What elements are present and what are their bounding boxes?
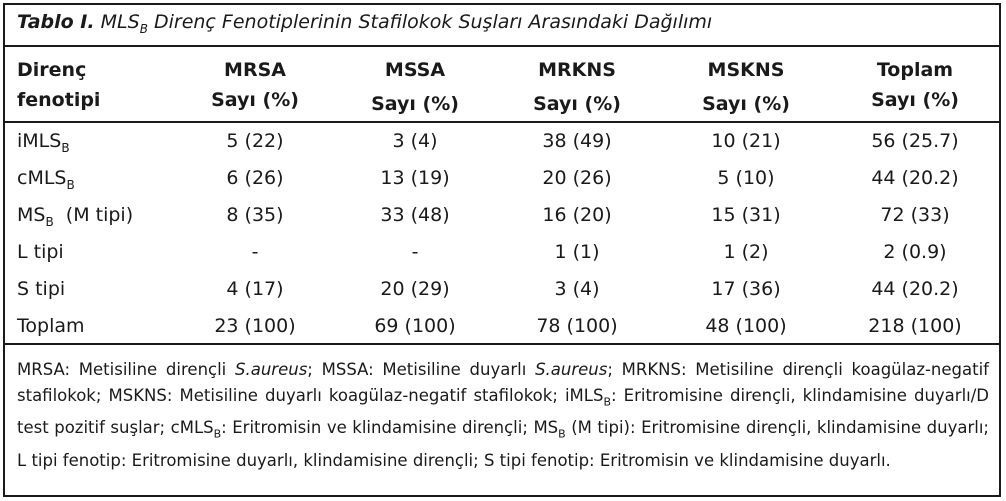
header-mrkns	[492, 55, 662, 119]
caption-title-suffix: Direnç Fenotiplerinin Stafilokok Suşları Arasındaki Dağılımı	[147, 11, 713, 33]
header-mrsa	[170, 55, 340, 115]
table-row	[5, 197, 999, 234]
row-label: S tipi	[17, 278, 66, 300]
cell-mskns: 15 (31)	[711, 204, 781, 226]
cell-mssa: 3 (4)	[392, 130, 438, 152]
header-mskns-name: MSKNS	[707, 59, 785, 81]
cell-mrkns: 78 (100)	[536, 315, 618, 337]
cell-mrkns: 16 (20)	[542, 204, 612, 226]
cell-mskns: 10 (21)	[711, 130, 781, 152]
caption-title-sub: B	[139, 21, 148, 36]
table-body	[5, 123, 999, 345]
cell-mrsa: 23 (100)	[214, 315, 296, 337]
table-row	[5, 123, 999, 160]
cell-total: 44 (20.2)	[871, 278, 959, 300]
table-frame	[3, 3, 1001, 497]
header-mrkns-name: MRKNS	[538, 59, 616, 81]
cell-total: 2 (0.9)	[883, 241, 947, 263]
cell-total: 218 (100)	[868, 315, 962, 337]
cell-mssa: 13 (19)	[380, 167, 450, 189]
cell-mrsa: 4 (17)	[226, 278, 284, 300]
cell-mssa: 69 (100)	[374, 315, 456, 337]
cell-mskns: 48 (100)	[705, 315, 787, 337]
table-row	[5, 271, 999, 308]
cell-total: 56 (25.7)	[871, 130, 959, 152]
header-total-unit: Sayı (%)	[871, 89, 959, 111]
header-mssa	[330, 55, 500, 119]
header-mssa-name: MSSA	[384, 59, 446, 81]
cell-mrsa: 8 (35)	[226, 204, 284, 226]
table-row	[5, 308, 999, 345]
cell-total: 72 (33)	[880, 204, 950, 226]
header-mrkns-unit: Sayı (%)	[533, 93, 621, 115]
cell-mrkns: 3 (4)	[554, 278, 600, 300]
cell-mrkns: 20 (26)	[542, 167, 612, 189]
caption-label: Tablo I.	[17, 11, 95, 33]
caption-title-prefix: MLS	[100, 11, 140, 33]
cell-mrkns: 1 (1)	[554, 241, 600, 263]
header-phenotype	[17, 55, 100, 115]
header-phenotype-line2: fenotipi	[17, 89, 101, 111]
table-caption	[5, 5, 999, 47]
row-label: L tipi	[17, 241, 64, 263]
table-row	[5, 234, 999, 271]
cell-mssa: 20 (29)	[380, 278, 450, 300]
footnote-divider	[5, 343, 999, 345]
header-total-name: Toplam	[876, 59, 954, 81]
table-row	[5, 160, 999, 197]
row-label: cMLS$_B$	[17, 167, 75, 192]
cell-total: 44 (20.2)	[871, 167, 959, 189]
cell-mrsa: 5 (22)	[226, 130, 284, 152]
cell-mskns: 17 (36)	[711, 278, 781, 300]
cell-mrsa: -	[251, 241, 259, 263]
table-header	[5, 47, 999, 123]
table-footnote: MRSA: Metisiline dirençli S.aureus; MSSA: Metisiline duyarlı S.aureus; MRKNS: Metisiline dirençli koagülaz-negatif stafilokok; MSKNS: Metisiline duyarlı koagülaz-negatif stafilokok; iMLS$_B$: Eritromisine dirençli, klindamisine duyarlı/D test pozitif suşlar; cMLS$_B$: Eritromisin ve klindamisine dirençli; $MS_B$ (M tipi): Eritromisine dirençli, klindamisine duyarlı; L tipi fenotip: Eritromisine duyarlı, klindamisine dirençli; S tipi fenotip: Eritromisin ve klindamisine duyarlı.	[17, 360, 990, 470]
header-phenotype-line1: Direnç	[17, 59, 87, 81]
row-label: iMLS$_B$	[17, 130, 70, 155]
header-mskns	[661, 55, 831, 119]
header-mssa-unit: Sayı (%)	[371, 93, 459, 115]
cell-mrsa: 6 (26)	[226, 167, 284, 189]
header-mskns-unit: Sayı (%)	[702, 93, 790, 115]
header-total	[830, 55, 1000, 115]
row-label: $MS_B$ (M tipi)	[17, 204, 134, 229]
header-mrsa-unit: Sayı (%)	[211, 89, 299, 111]
row-label: Toplam	[17, 315, 85, 337]
cell-mssa: -	[411, 241, 419, 263]
cell-mssa: 33 (48)	[380, 204, 450, 226]
header-mrsa-name: MRSA	[224, 59, 286, 81]
cell-mskns: 5 (10)	[717, 167, 775, 189]
cell-mskns: 1 (2)	[723, 241, 769, 263]
cell-mrkns: 38 (49)	[542, 130, 612, 152]
